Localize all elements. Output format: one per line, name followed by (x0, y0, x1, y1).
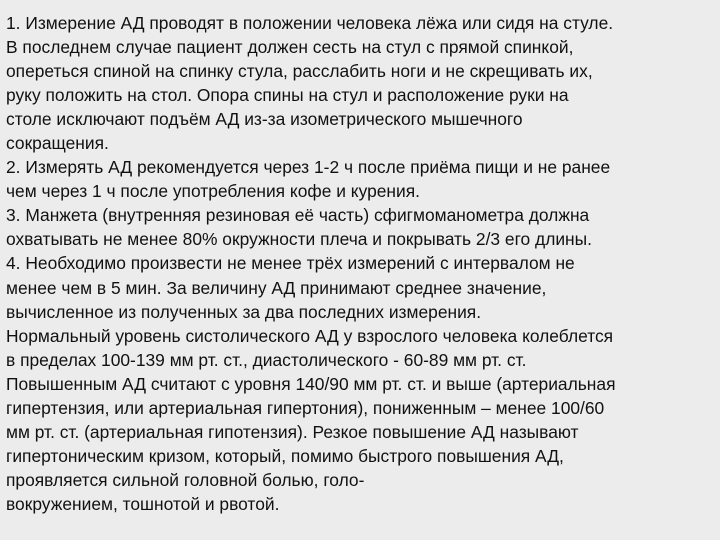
text-line-1: 1. Измерение АД проводят в положении человека лёжа или сидя на стуле. (6, 13, 614, 33)
text-line-11: 4. Необходимо произвести не менее трёх измерений с интервалом не (6, 253, 575, 274)
text-line-12: менее чем в 5 мин. За величину АД принимают среднее значение, (6, 277, 547, 298)
text-line-21: вокружением, тошнотой и рвотой. (6, 493, 280, 514)
text-line-8: чем через 1 ч после употребления кофе и курения. (6, 181, 420, 202)
text-line-20: проявляется сильной головной болью, голо- (6, 469, 365, 490)
document-text (6, 11, 718, 516)
text-line-3: опереться спиной на спинку стула, расслабить ноги и не скрещивать их, (6, 61, 593, 82)
text-line-19: гипертоническим кризом, который, помимо быстрого повышения АД, (6, 445, 564, 466)
text-line-2: В последнем случае пациент должен сесть на стул с прямой спинкой, (6, 37, 574, 58)
text-line-14: Нормальный уровень систолического АД у взрослого человека колеблется (6, 325, 614, 346)
text-line-10: охватывать не менее 80% окружности плеча и покрывать 2/3 его длины. (6, 229, 592, 250)
text-line-18: мм рт. ст. (артериальная гипотензия). Резкое повышение АД называют (6, 421, 579, 442)
text-line-7: 2. Измерять АД рекомендуется через 1-2 ч после приёма пищи и не ранее (6, 157, 611, 178)
text-line-13: вычисленное из полученных за два последних измерения. (6, 301, 482, 322)
text-line-6: сокращения. (6, 133, 109, 154)
text-line-5: столе исключают подъём АД из-за изометрического мышечного (6, 109, 523, 130)
text-line-15: в пределах 100-139 мм рт. ст., диастолического - 60-89 мм рт. ст. (6, 349, 527, 370)
text-line-4: руку положить на стол. Опора спины на стул и расположение руки на (6, 85, 569, 106)
text-line-16: Повышенным АД считают с уровня 140/90 мм рт. ст. и выше (артериальная (6, 373, 616, 394)
text-line-17: гипертензия, или артериальная гипертония), пониженным – менее 100/60 (6, 397, 605, 418)
text-line-9: 3. Манжета (внутренняя резиновая её часть) сфигмоманометра должна (6, 205, 590, 226)
